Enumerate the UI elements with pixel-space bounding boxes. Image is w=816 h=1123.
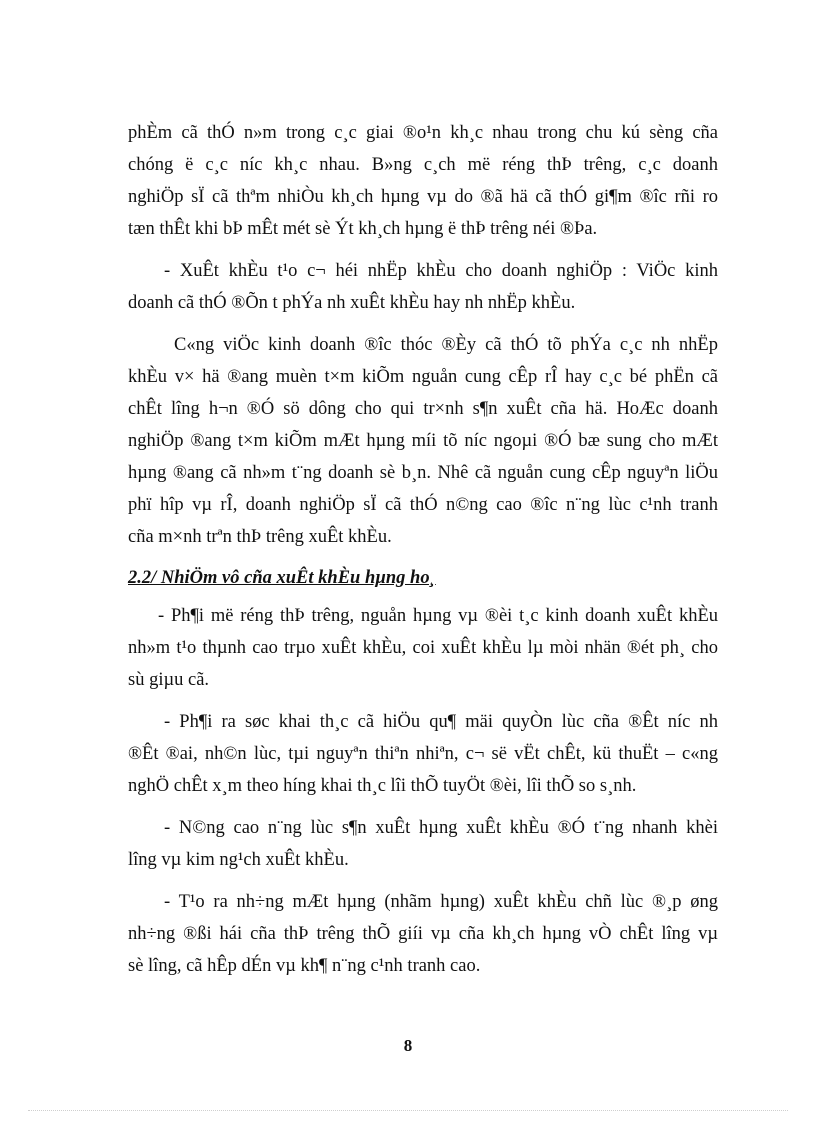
text-line: cña m×nh trªn thÞ trêng xuÊt khÈu.	[128, 527, 392, 547]
paragraph	[128, 886, 718, 982]
text-line: doanh cã thÓ ®Õn t phÝa nh xuÊt khÈu hay nh nhËp khÈu.	[128, 293, 576, 313]
text-line: nh»m t¹o thµnh cao trµo xuÊt khÈu, coi xuÊt khÈu lµ mòi nhän ®ét ph¸ cho	[128, 638, 718, 658]
text-line: tæn thÊt khi bÞ mÊt mét sè Ýt kh¸ch hµng ë thÞ trêng néi ®Þa.	[128, 219, 598, 239]
text-line: - T¹o ra nh÷ng mÆt hµng (nhãm hµng) xuÊt khÈu chñ lùc ®¸p øng	[164, 892, 718, 912]
page-body	[128, 117, 718, 982]
text-line: nghiÖp ®ang t×m kiÕm mÆt hµng míi tõ níc ngoµi ®Ó bæ sung cho mÆt	[128, 431, 718, 451]
paragraph	[128, 255, 718, 319]
page-number: 8	[403, 1036, 413, 1055]
paragraph	[128, 706, 718, 802]
text-line: nghÖ chÊt x¸m theo híng khai th¸c lîi thÕ tuyÖt ®èi, lîi thÕ so s¸nh.	[128, 776, 637, 796]
text-line: C«ng viÖc kinh doanh ®îc thóc ®Èy cã thÓ tõ phÝa c¸c nh nhËp	[174, 335, 718, 355]
text-line: - XuÊt khÈu t¹o c¬ héi nhËp khÈu cho doanh nghiÖp : ViÖc kinh	[164, 261, 718, 281]
text-line: - N©ng cao n¨ng lùc s¶n xuÊt hµng xuÊt khÈu ®Ó t¨ng nhanh khèi	[164, 818, 718, 838]
paragraph	[128, 812, 718, 876]
section-heading: 2.2/ NhiÖm vô cña xuÊt khÈu hµng ho¸	[128, 568, 436, 588]
paragraph	[128, 600, 718, 696]
text-line: nh÷ng ®ßi hái cña thÞ trêng thÕ giíi vµ cña kh¸ch hµng vÒ chÊt lîng vµ	[128, 924, 718, 944]
paragraph	[128, 329, 718, 553]
text-line: - Ph¶i më réng thÞ trêng, nguån hµng vµ ®èi t¸c kinh doanh xuÊt khÈu	[158, 606, 718, 626]
footer-divider	[28, 1110, 788, 1111]
text-line: chóng ë c¸c níc kh¸c nhau. B»ng c¸ch më réng thÞ trêng, c¸c doanh	[128, 155, 718, 175]
text-line: - Ph¶i ra søc khai th¸c cã hiÖu qu¶ mäi quyÒn lùc cña ®Êt níc nh	[164, 712, 718, 732]
paragraph	[128, 117, 718, 245]
text-line: phÈm cã thÓ n»m trong c¸c giai ®o¹n kh¸c nhau trong chu kú sèng cña	[128, 123, 718, 143]
text-line: khÈu v× hä ®ang muèn t×m kiÕm nguån cung cÊp rÎ hay c¸c bé phËn cã	[128, 367, 718, 387]
text-line: sè lîng, cã hÊp dÉn vµ kh¶ n¨ng c¹nh tranh cao.	[128, 956, 481, 976]
text-line: sù giµu cã.	[128, 670, 210, 690]
text-line: hµng ®ang cã nh»m t¨ng doanh sè b¸n. Nhê cã nguån cung cÊp nguyªn liÖu	[128, 463, 718, 483]
text-line: lîng vµ kim ng¹ch xuÊt khÈu.	[128, 850, 349, 870]
text-line: phï hîp vµ rÎ, doanh nghiÖp sÏ cã thÓ n©ng cao ®îc n¨ng lùc c¹nh tranh	[128, 495, 718, 515]
text-line: ®Êt ®ai, nh©n lùc, tµi nguyªn thiªn nhiªn, c¬ së vËt chÊt, kü thuËt – c«ng	[128, 744, 718, 764]
text-line: chÊt lîng h¬n ®Ó sö dông cho qui tr×nh s¶n xuÊt cña hä. HoÆc doanh	[128, 399, 718, 419]
text-line: nghiÖp sÏ cã thªm nhiÒu kh¸ch hµng vµ do ®ã hä cã thÓ gi¶m ®îc rñi ro	[128, 187, 718, 207]
